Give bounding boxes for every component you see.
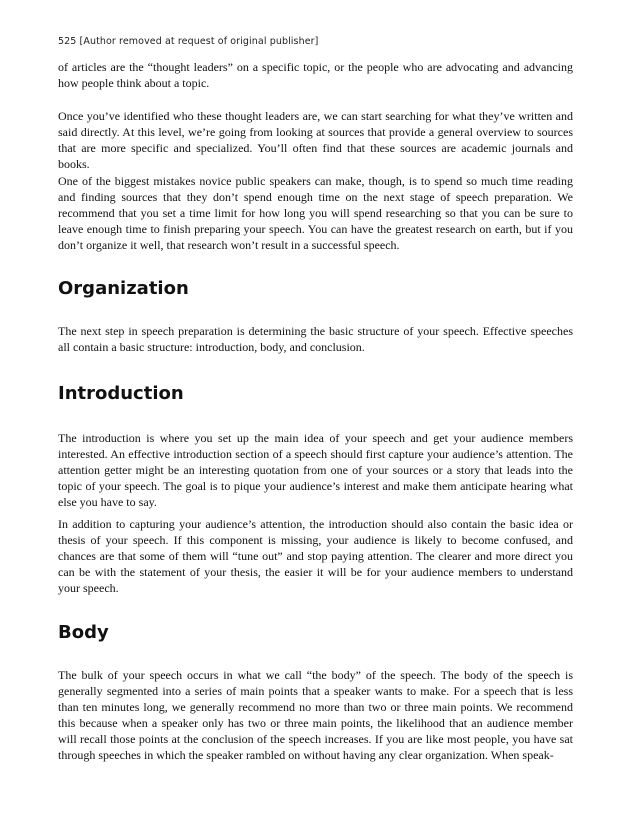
paragraph-time-limit: One of the biggest mistakes novice public speakers can make, though, is to spend so much time reading and finding sources that they don’t spend enough time on the next stage of speech preparation. We recommend that you set a time limit for how long you will spend researching so that you can be sure to leave enough time to finish preparing your speech. You can have the greatest research on earth, but if you don’t organize it well, that research won’t result in a successful speech.: [58, 174, 573, 252]
heading-organization: Organization: [58, 278, 189, 299]
heading-body: Body: [58, 622, 109, 643]
paragraph-body: The bulk of your speech occurs in what we call “the body” of the speech. The body of the speech is generally segmented into a series of main points that a speaker wants to make. For a speech that is less than ten minutes long, we generally recommend no more than two or three main points. We recommend this because when a speaker only has two or three main points, the likelihood that an audience member will recall those points at the conclusion of the speech increases. If you are like most people, you have sat through speeches in which the speaker rambled on without having any clear organization. When speak-: [58, 668, 573, 762]
paragraph-identify-leaders: Once you’ve identified who these thought leaders are, we can start searching for what they’ve written and said directly. At this level, we’re going from looking at sources that provide a general overview to sources that are more specific and specialized. You’ll often find that these sources are academic journals and books.: [58, 109, 573, 171]
paragraph-thought-leaders: of articles are the “thought leaders” on a specific topic, or the people who are advocating and advancing how people think about a topic.: [58, 60, 573, 90]
heading-introduction: Introduction: [58, 383, 184, 404]
paragraph-introduction: The introduction is where you set up the main idea of your speech and get your audience members interested. An effective introduction section of a speech should first capture your audience’s attention. The attention getter might be an interesting quotation from one of your sources or a story that leads into the topic of your speech. The goal is to pique your audience’s interest and make them anticipate hearing what else you have to say.: [58, 431, 573, 509]
paragraph-organization: The next step in speech preparation is determining the basic structure of your speech. Effective speeches all contain a basic structure: introduction, body, and conclusion.: [58, 324, 573, 354]
running-head: 525 [Author removed at request of original publisher]: [58, 36, 319, 47]
paragraph-thesis: In addition to capturing your audience’s attention, the introduction should also contain the basic idea or thesis of your speech. If this component is missing, your audience is likely to become confused, and chances are that some of them will “tune out” and stop paying attention. The clearer and more direct you can be with the statement of your thesis, the easier it will be for your audience members to understand your speech.: [58, 517, 573, 595]
